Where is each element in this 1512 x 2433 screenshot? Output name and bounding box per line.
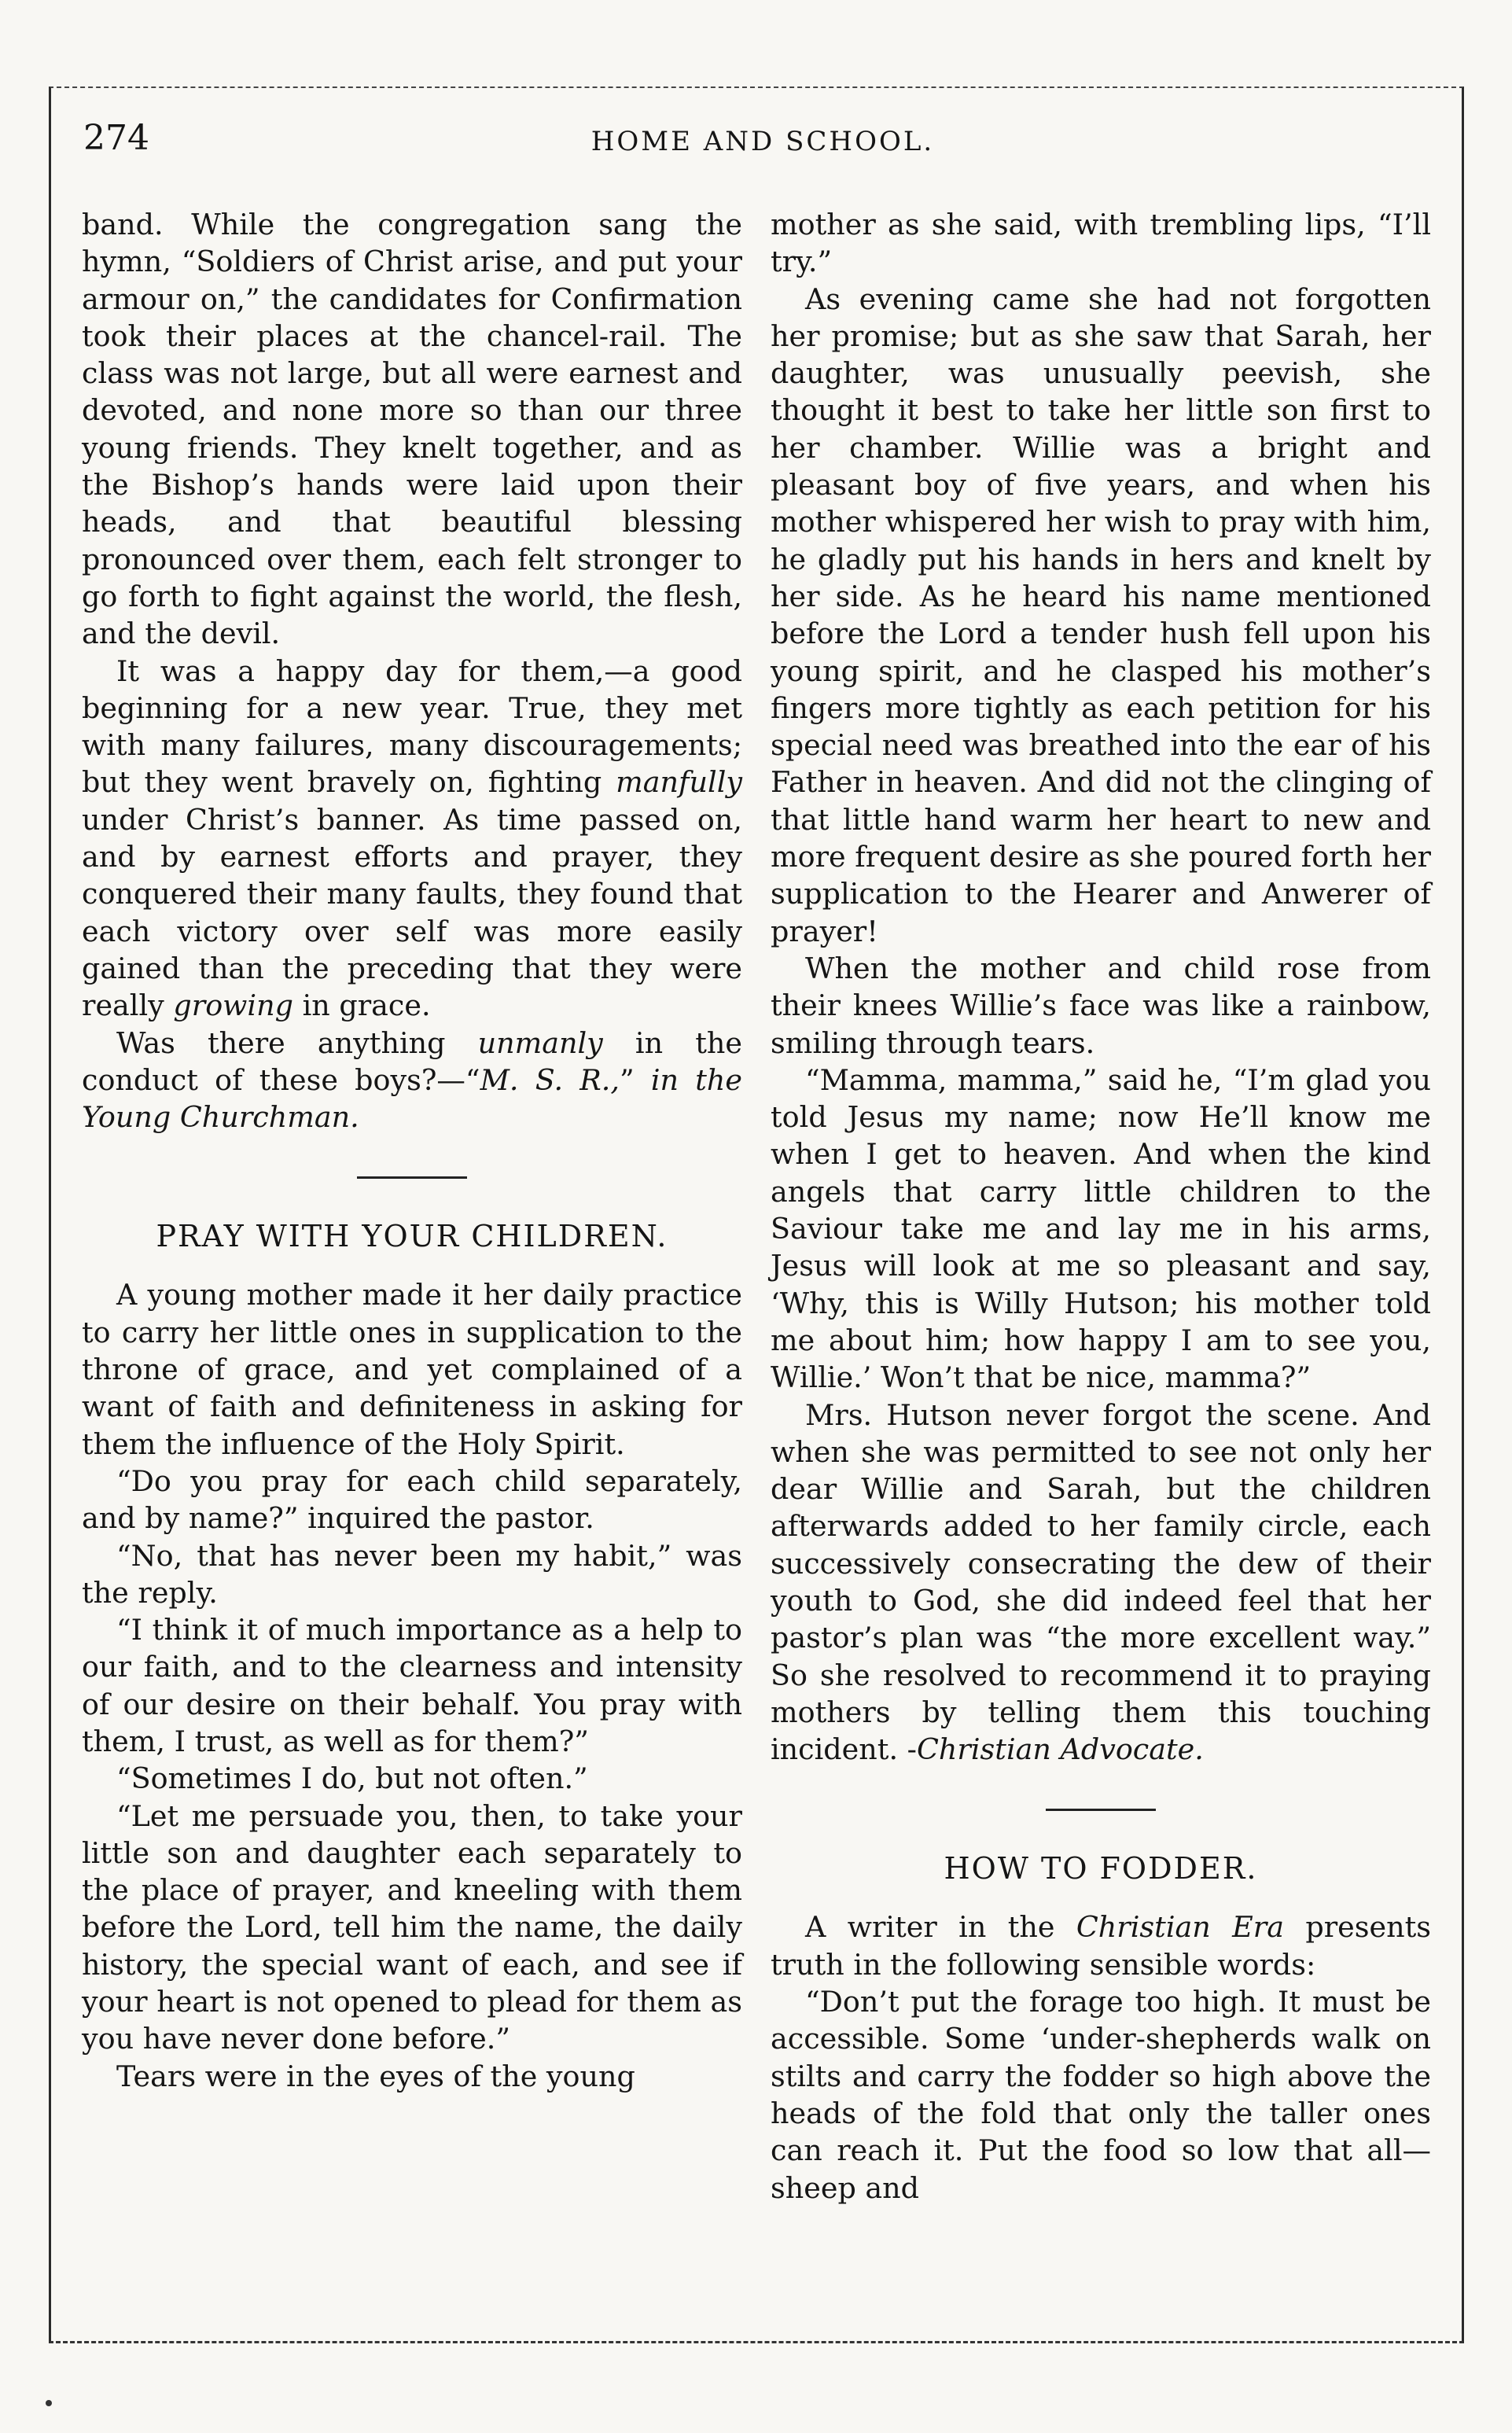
right-column [771, 206, 1431, 2207]
paragraph: mother as she said, with trembling lips, “I’ll try.” [771, 208, 1431, 279]
paragraph: A young mother made it her daily practice to carry her little ones in supplication to the throne of grace, and yet complained of a want of faith and definiteness in asking for them the influence of the Holy Spirit. [82, 1278, 742, 1461]
paragraph: A writer in the Christian Era presents truth in the following sensible words: [771, 1910, 1431, 1982]
paragraph: “Mamma, mamma,” said he, “I’m glad you told Jesus my name; now He’ll know me when I get to heaven. And when the kind angels that carry little children to the Saviour take me and lay me in his arms, Jesus will look at me so pleasant and say, ‘Why, this is Willy Hutson; his mother told me about him; how happy I am to see you, Willie.’ Won’t that be nice, mamma?” [771, 1062, 1431, 1395]
paragraph: Tears were in the eyes of the young [116, 2059, 635, 2093]
emphasis: growing [173, 988, 293, 1023]
paragraph: “No, that has never been my habit,” was the reply. [82, 1538, 742, 1610]
paragraph: band. While the congregation sang the hymn, “Soldiers of Christ arise, and put your armour on,” the candidates for Confirmation took their places at the chancel-rail. The class was not large, but all were earnest and devoted, and none more so than our three young friends. They knelt together, and as the Bishop’s hands were laid upon their heads, and that beautiful blessing pronounced over them, each felt stronger to go forth to fight against the world, the flesh, and the devil. [82, 208, 742, 651]
page-number: 274 [83, 118, 149, 158]
paragraph: “Don’t put the forage too high. It must be accessible. Some ‘under-shepherds walk on stilts and carry the fodder so high above the heads of the fold that only the taller ones can reach it. Put the food so low that all—sheep and [771, 1985, 1431, 2205]
ink-speck [46, 2400, 52, 2406]
section-divider [357, 1176, 467, 1179]
source-credit: in the Young Churchman. [82, 1062, 742, 1135]
emphasis: Christian Era [1076, 1910, 1284, 1945]
emphasis: unmanly [477, 1025, 603, 1060]
paragraph: “Do you pray for each child separately, and by name?” inquired the pastor. [82, 1463, 742, 1536]
author-credit: M. S. R., [480, 1062, 620, 1097]
paragraph: Mrs. Hutson never forgot the scene. And when she was permitted to see not only her dear Willie and Sarah, but the children afterwards added to her family circle, each successively consecrating the dew of their youth to God, she did indeed feel that her pastor’s plan was “the more excellent way.” So she resolved to recommend it to praying mothers by telling them this touching incident. -Christian Advocate. [771, 1397, 1431, 1767]
paragraph: It was a happy day for them,—a good beginning for a new year. True, they met with many failures, many discouragements; but they went bravely on, fighting manfully under Christ’s banner. As time passed on, and by earnest efforts and prayer, they conquered their many faults, they found that each victory over self was more easily gained than the preceding that they were really growing in grace. [82, 653, 742, 1023]
paragraph: As evening came she had not forgotten her promise; but as she saw that Sarah, her daughter, was unusually peevish, she thought it best to take her little son first to her chamber. Willie was a bright and pleasant boy of five years, and when his mother whispered her wish to pray with him, he gladly put his hands in hers and knelt by her side. As he heard his name mentioned before the Lord a tender hush fell upon his young spirit, and he clasped his mother’s fingers more tightly as each petition for his special need was breathed into the ear of his Father in heaven. And did not the clinging of that little hand warm her heart to new and more frequent desire as she poured forth her supplication to the Hearer and Anwerer of prayer! [771, 282, 1431, 948]
paragraph: When the mother and child rose from their knees Willie’s face was like a rainbow, smiling through tears. [771, 951, 1431, 1060]
paragraph: “Let me persuade you, then, to take your little son and daughter each separately to the place of prayer, and kneeling with them before the Lord, tell him the name, the daily history, the special want of each, and see if your heart is not opened to plead for them as you have never done before.” [82, 1798, 742, 2056]
section-divider [1046, 1809, 1156, 1811]
emphasis: manfully [616, 765, 742, 800]
paragraph: Was there anything unmanly in the conduct of these boys?—“M. S. R.,” in the Young Churchman. [82, 1025, 742, 1135]
paragraph: “Sometimes I do, but not often.” [116, 1761, 588, 1796]
source-credit: Christian Advocate. [916, 1732, 1204, 1767]
section-title: HOW TO FODDER. [944, 1851, 1258, 1886]
running-title: HOME AND SCHOOL. [590, 126, 935, 157]
section-title: PRAY WITH YOUR CHILDREN. [156, 1219, 668, 1254]
paragraph: “I think it of much importance as a help to our faith, and to the clearness and intensity of our desire on their behalf. You pray with them, I trust, as well as for them?” [82, 1613, 742, 1758]
left-column [82, 206, 742, 2095]
page-header [79, 118, 1447, 165]
